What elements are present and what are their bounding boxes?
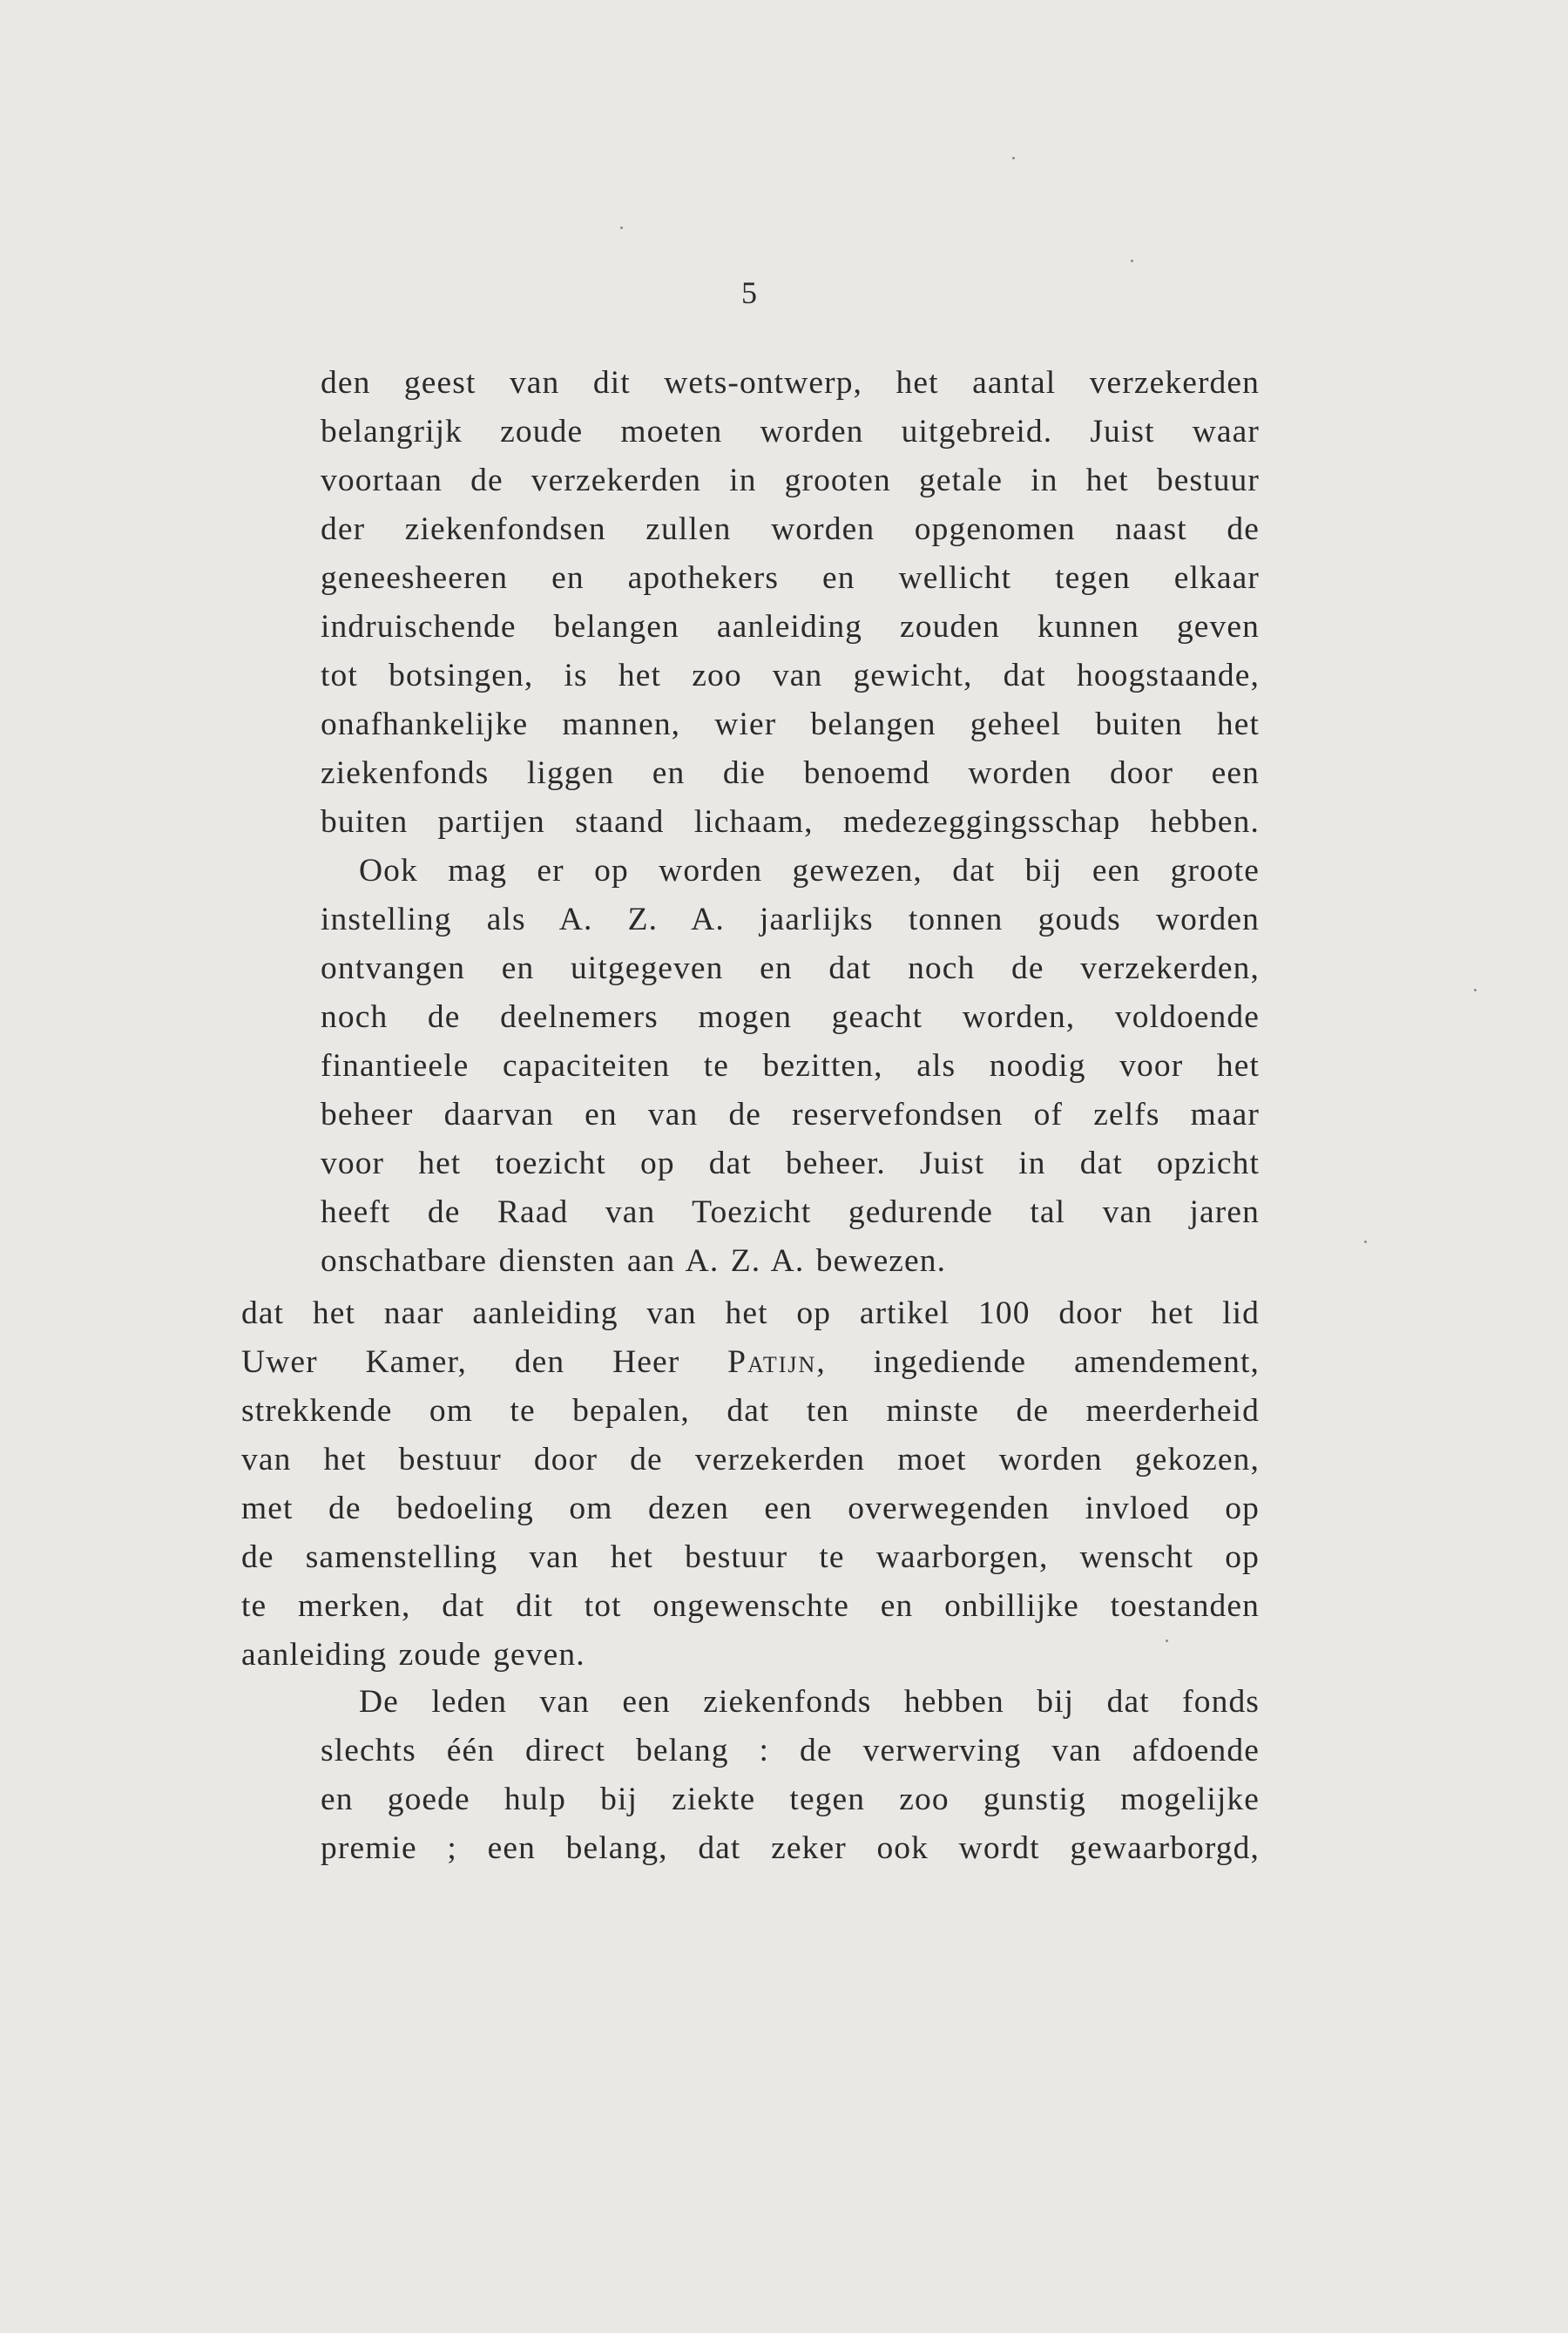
text-line: instelling als A. Z. A. jaarlijks tonnen gouds worden xyxy=(321,902,1260,937)
scan-speck xyxy=(1166,1640,1168,1642)
text-line: buiten partijen staand lichaam, medezeggingsschap hebben. xyxy=(321,804,1260,840)
text-line: de samenstelling van het bestuur te waarborgen, wenscht op xyxy=(241,1539,1260,1575)
text-fragment: , ingediende amendement, xyxy=(816,1344,1260,1380)
text-fragment: Uwer Kamer, den Heer xyxy=(241,1344,728,1380)
text-line: strekkende om te bepalen, dat ten minste de meerderheid xyxy=(241,1393,1260,1429)
page-number: 5 xyxy=(741,275,757,310)
text-line: en goede hulp bij ziekte tegen zoo gunstig mogelijke xyxy=(321,1782,1260,1817)
text-line: geneesheeren en apothekers en wellicht tegen elkaar xyxy=(321,560,1260,596)
text-line: slechts één direct belang : de verwerving van afdoende xyxy=(321,1733,1260,1768)
text-line: tot botsingen, is het zoo van gewicht, dat hoogstaande, xyxy=(321,658,1260,693)
person-name: Patijn xyxy=(727,1344,817,1380)
text-line: met de bedoeling om dezen een overwegenden invloed op xyxy=(241,1491,1260,1526)
text-line: van het bestuur door de verzekerden moet worden gekozen, xyxy=(241,1442,1260,1478)
scan-speck xyxy=(1131,260,1133,262)
scan-speck xyxy=(1474,989,1477,991)
text-line: premie ; een belang, dat zeker ook wordt gewaarborgd, xyxy=(321,1830,1260,1866)
text-line: ziekenfonds liggen en die benoemd worden door een xyxy=(321,755,1260,791)
text-line: te merken, dat dit tot ongewenschte en onbillijke toestanden xyxy=(241,1588,1260,1624)
text-line: belangrijk zoude moeten worden uitgebreid. Juist waar xyxy=(321,414,1260,450)
text-line: voortaan de verzekerden in grooten getale in het bestuur xyxy=(321,463,1260,498)
text-line: aanleiding zoude geven. xyxy=(241,1637,585,1673)
text-line: noch de deelnemers mogen geacht worden, voldoende xyxy=(321,999,1260,1035)
text-line: onafhankelijke mannen, wier belangen geheel buiten het xyxy=(321,707,1260,742)
text-line: der ziekenfondsen zullen worden opgenomen naast de xyxy=(321,511,1260,547)
text-line: ontvangen en uitgegeven en dat noch de verzekerden, xyxy=(321,950,1260,986)
text-line: beheer daarvan en van de reservefondsen of zelfs maar xyxy=(321,1097,1260,1133)
text-block-indented xyxy=(321,1678,1260,1873)
text-line-with-name xyxy=(241,1338,1260,1387)
text-block-full xyxy=(241,1289,1260,1680)
text-line: voor het toezicht op dat beheer. Juist in dat opzicht xyxy=(321,1146,1260,1181)
text-line: Ook mag er op worden gewezen, dat bij een groote xyxy=(359,853,1260,889)
scan-speck xyxy=(1364,1241,1367,1243)
text-line: den geest van dit wets-ontwerp, het aantal verzekerden xyxy=(321,365,1260,401)
text-block-indented xyxy=(321,359,1260,1286)
text-line: dat het naar aanleiding van het op artikel 100 door het lid xyxy=(241,1295,1260,1331)
text-line: De leden van een ziekenfonds hebben bij dat fonds xyxy=(359,1684,1260,1720)
text-line: onschatbare diensten aan A. Z. A. bewezen. xyxy=(321,1243,947,1279)
text-line: heeft de Raad van Toezicht gedurende tal van jaren xyxy=(321,1194,1260,1230)
text-line: indruischende belangen aanleiding zouden kunnen geven xyxy=(321,609,1260,645)
scan-speck xyxy=(1012,157,1015,159)
scan-speck xyxy=(620,227,623,229)
text-line: finantieele capaciteiten te bezitten, als noodig voor het xyxy=(321,1048,1260,1084)
